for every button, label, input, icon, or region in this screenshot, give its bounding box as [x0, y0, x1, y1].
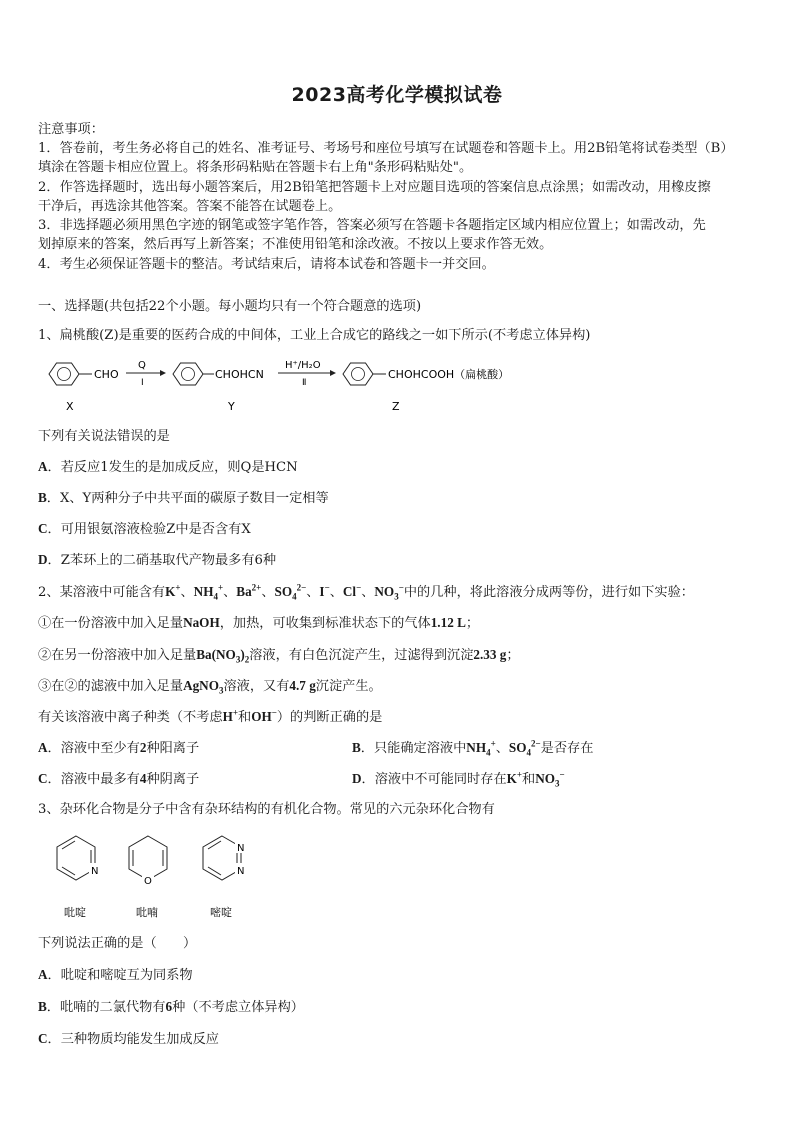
question-prompt: 下列有关说法错误的是 — [38, 429, 170, 444]
pyrimidine-structure — [203, 836, 247, 880]
option-row — [38, 739, 760, 758]
arrow2-reagent: H⁺/H₂O — [285, 360, 321, 371]
experiment-step-2: ②在另一份溶液中加入足量$Ba(NO_3)_2$溶液，有白色沉淀产生，过滤得到沉淀2.33 g； — [38, 647, 520, 665]
option-c[interactable]: C．可用银氨溶液检验Z中是否含有X — [38, 521, 251, 537]
label-y: Y — [228, 400, 235, 413]
compound-name-pyrimidine: 嘧啶 — [210, 906, 232, 919]
label-z: Z — [392, 400, 400, 413]
synthesis-scheme — [38, 352, 558, 416]
experiment-step-1: ①在一份溶液中加入足量NaOH，加热，可收集到标准状态下的气体1.12 L； — [38, 615, 480, 631]
option-a[interactable]: A．吡啶和嘧啶互为同系物 — [38, 967, 193, 983]
compound-name-pyran: 吡喃 — [136, 906, 158, 919]
pyrimidine-n-atom-bottom: N — [237, 866, 245, 877]
option-b[interactable]: B．吡喃的二氯代物有6种（不考虑立体异构） — [38, 999, 304, 1015]
arrow1-reagent: Q — [138, 360, 146, 371]
pyrimidine-n-atom-top: N — [237, 843, 245, 854]
notice-heading: 注意事项： — [38, 122, 104, 137]
question-stem: 1、扁桃酸(Z)是重要的医药合成的中间体，工业上合成它的路线之一如下所示(不考虑立体异构) — [38, 328, 591, 343]
x-substituent: CHO — [94, 368, 119, 381]
option-row — [38, 770, 760, 789]
notice-line: 2．作答选择题时，选出每小题答案后，用2B铅笔把答题卡上对应题目选项的答案信息点涂黑；如需改动，用橡皮擦 — [38, 180, 711, 195]
label-x: X — [66, 400, 74, 413]
benzene-ring-x — [49, 363, 79, 385]
notice-line: 干净后，再选涂其他答案。答案不能答在试题卷上。 — [38, 199, 342, 214]
question-stem: 3、杂环化合物是分子中含有杂环结构的有机化合物。常见的六元杂环化合物有 — [38, 802, 495, 817]
option-d[interactable]: D．Z苯环上的二硝基取代产物最多有6种 — [38, 552, 277, 568]
arrow1-step: Ⅰ — [141, 378, 144, 388]
option-b[interactable]: B．只能确定溶液中$NH_4^+$、$SO_4^{2-}$是否存在 — [352, 738, 594, 758]
question-prompt: 有关该溶液中离子种类（不考虑H+和OH−）的判断正确的是 — [38, 707, 383, 725]
benzene-ring-z — [343, 363, 373, 385]
notice-line: 4．考生必须保证答题卡的整洁。考试结束后，请将本试卷和答题卡一并交回。 — [38, 257, 495, 272]
option-a[interactable]: A．若反应1发生的是加成反应，则Q是HCN — [38, 459, 298, 475]
experiment-step-3: ③在②的滤液中加入足量AgNO$_3$溶液，又有4.7 g沉淀产生。 — [38, 678, 382, 696]
z-substituent: CHOHCOOH（扁桃酸） — [388, 368, 510, 381]
page-title: 2023高考化学模拟试卷 — [291, 84, 503, 106]
y-substituent: CHOHCN — [215, 368, 264, 381]
question-prompt: 下列说法正确的是（ ） — [38, 936, 197, 951]
option-c[interactable]: C．三种物质均能发生加成反应 — [38, 1031, 219, 1047]
option-c[interactable]: C．溶液中最多有4种阴离子 — [38, 771, 200, 787]
compound-name-pyridine: 吡啶 — [64, 906, 86, 919]
option-b[interactable]: B．X、Y两种分子中共平面的碳原子数目一定相等 — [38, 490, 329, 506]
question-stem: 2、某溶液中可能含有K+、$NH_4^+$、$Ba^{2+}$、$SO_4^{2-}$、I−、Cl−、$NO_3^-$中的几种，将此溶液分成两等份，进行如下实验： — [38, 582, 694, 602]
notice-line: 划掉原来的答案，然后再写上新答案；不准使用铅笔和涂改液。不按以上要求作答无效。 — [38, 237, 553, 252]
pyran-o-atom: O — [144, 876, 152, 887]
notice-line: 3．非选择题必须用黑色字迹的钢笔或签字笔作答，答案必须写在答题卡各题指定区域内相应位置上；如需改动，先 — [38, 218, 706, 233]
notice-line: 填涂在答题卡相应位置上。将条形码粘贴在答题卡右上角"条形码粘贴处"。 — [38, 160, 473, 175]
pyridine-n-atom: N — [91, 866, 99, 877]
arrow2-step: Ⅱ — [302, 378, 307, 388]
heterocycle-structures — [38, 826, 278, 922]
benzene-ring-y — [173, 363, 203, 385]
notice-line: 1．答卷前，考生务必将自己的姓名、准考证号、考场号和座位号填写在试题卷和答题卡上。用2B铅笔将试卷类型（B） — [38, 141, 734, 156]
section-heading: 一、选择题(共包括22个小题。每小题均只有一个符合题意的选项) — [38, 299, 422, 314]
pyran-structure — [129, 836, 167, 887]
pyridine-structure — [57, 836, 101, 880]
option-a[interactable]: A．溶液中至少有2种阳离子 — [38, 740, 200, 756]
option-d[interactable]: D．溶液中不可能同时存在K+和$NO_3^-$ — [352, 769, 565, 789]
